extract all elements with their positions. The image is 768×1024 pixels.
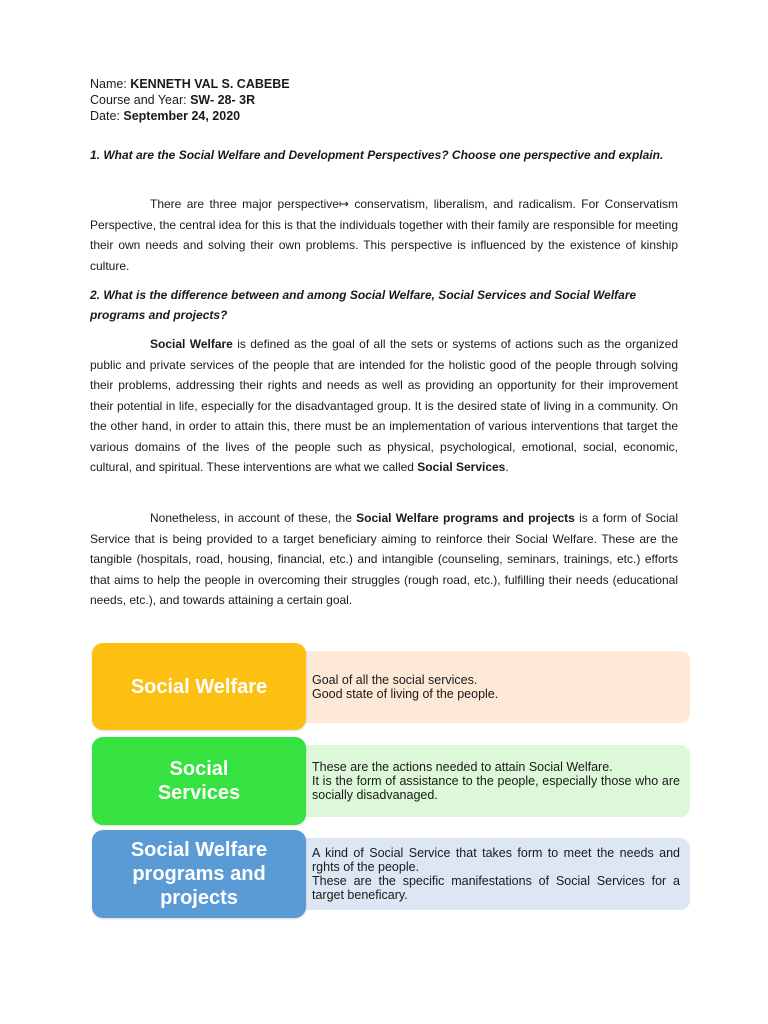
description-line: These are the specific manifestations of Social Services for a target beneficary. — [312, 874, 680, 902]
label-text: Social Welfare — [130, 675, 268, 698]
paragraph-text: is defined as the goal of all the sets or systems of actions such as the organized public and private services of the people that are intended for the holistic good of the people through solving their problems, addressing their rights and needs as well as providing an opportunity for their improvement their potential in life, especially for the disadvantaged group. It is the desired state of living in a community. On the other hand, in order to attain this, there must be an implementation of various interventions that target the various domains of the lives of the people such as physical, psychological, emotional, social, economic, cultural, and spiritual. These interventions are what we called — [90, 337, 678, 474]
description-line: Good state of living of the people. — [312, 687, 499, 701]
paragraph-end: . — [505, 460, 509, 474]
description-line: It is the form of assistance to the people, especially those who are socially disadvanaged. — [312, 774, 680, 802]
name-value: KENNETH VAL S. CABEBE — [130, 77, 290, 91]
social-welfare-description — [298, 651, 690, 723]
programs-projects-label — [92, 830, 306, 918]
question-2-title: 2. What is the difference between and among Social Welfare, Social Services and Social Welfare programs and projects? — [90, 288, 637, 322]
social-welfare-paragraph — [90, 334, 678, 478]
date-line — [90, 108, 290, 124]
question-1-answer: There are three major perspective↦ conservatism, liberalism, and radicalism. For Conservatism Perspective, the central idea for this is that the individuals together with their family are responsible for meeting their own needs and solving their own problems. This perspective is influenced by the existence of kinship culture. — [90, 197, 678, 273]
question-1-title: 1. What are the Social Welfare and Development Perspectives? Choose one perspective and explain. — [90, 148, 664, 162]
term-programs-projects: Social Welfare programs and projects — [356, 511, 575, 525]
name-label: Name: — [90, 77, 131, 91]
term-social-welfare: Social Welfare — [150, 337, 233, 351]
description-line: These are the actions needed to attain Social Welfare. — [312, 760, 613, 774]
name-line — [90, 76, 290, 92]
label-text: Social Services — [157, 758, 241, 804]
paragraph-text: is a form of Social Service that is being provided to a target beneficiary aiming to reinforce their Social Welfare. These are the tangible (hospitals, road, housing, financial, etc.) and intangible (counseling, seminars, trainings, etc.) efforts that aims to help the people in overcoming their struggles (rough road, etc.), fulfilling their needs (educational needs, etc.), and towards attaining a certain goal. — [90, 511, 678, 607]
paragraph-start: Nonetheless, in account of these, the — [150, 511, 357, 525]
student-info — [90, 76, 290, 124]
description-line: A kind of Social Service that takes form to meet the needs and rghts of the people. — [312, 846, 680, 874]
label-text: Social Welfare programs and projects — [130, 839, 268, 909]
course-value: SW- 28- 3R — [190, 93, 256, 107]
description-line: Goal of all the social services. — [312, 673, 478, 687]
social-services-label — [92, 737, 306, 825]
social-services-description — [298, 745, 690, 817]
course-line — [90, 92, 290, 108]
date-label: Date: — [90, 109, 124, 123]
programs-paragraph — [90, 508, 678, 611]
term-social-services: Social Services — [417, 460, 506, 474]
course-label: Course and Year: — [90, 93, 191, 107]
programs-projects-description — [298, 838, 690, 910]
social-welfare-label — [92, 643, 306, 730]
date-value: September 24, 2020 — [123, 109, 241, 123]
